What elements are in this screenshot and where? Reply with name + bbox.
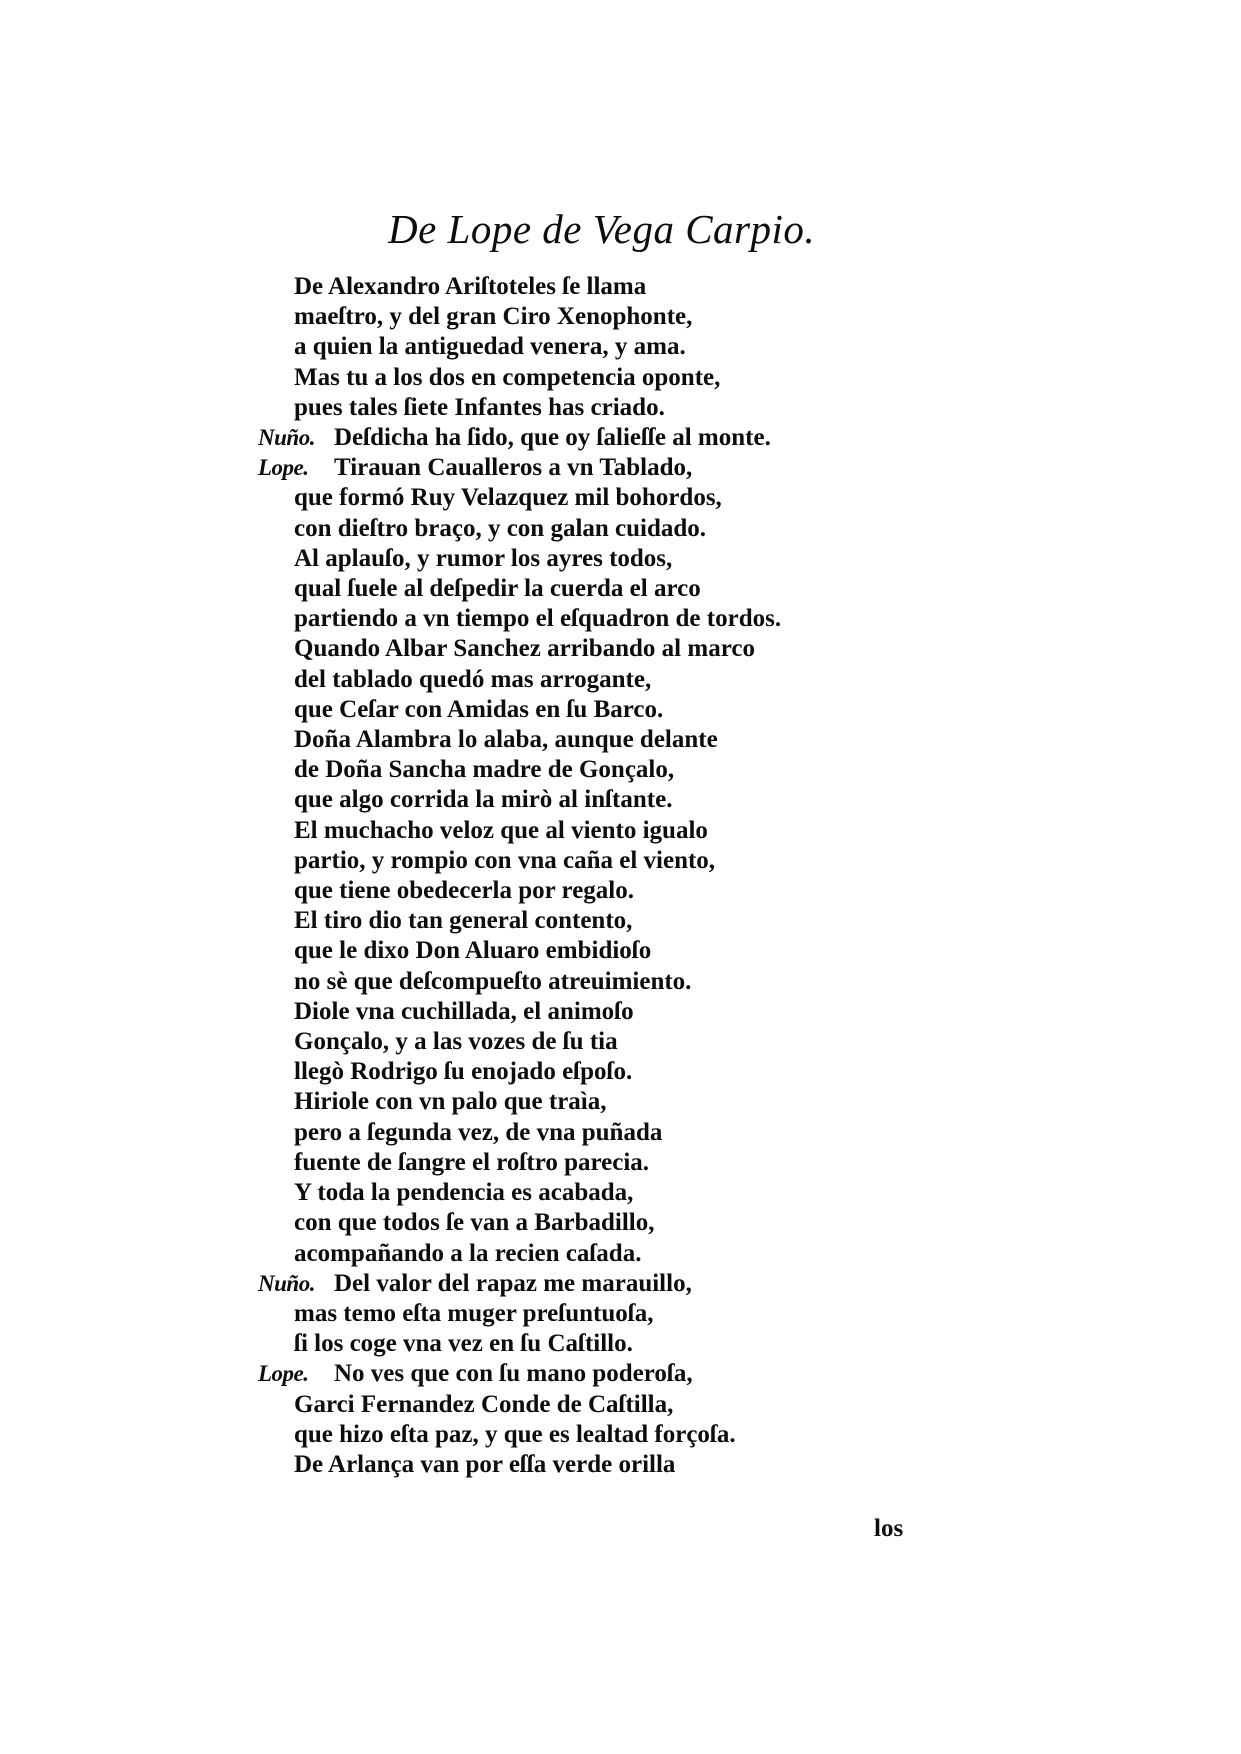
verse-line xyxy=(258,574,781,604)
verse-text: partio, y rompio con vna caña el viento, xyxy=(294,846,716,874)
verse-line xyxy=(258,755,781,785)
verse-text: de Doña Sancha madre de Gonçalo, xyxy=(294,756,675,784)
verse-text: acompañando a la recien caſada. xyxy=(294,1239,642,1267)
speaker-label: Lope. xyxy=(258,1361,309,1387)
speaker-label: Nuño. xyxy=(258,1270,315,1296)
verse-line xyxy=(258,785,781,815)
verse-text: ſi los coge vna vez en ſu Caſtillo. xyxy=(294,1330,633,1358)
verse-line xyxy=(258,1420,781,1450)
verse-text: que le dixo Don Aluaro embidioſo xyxy=(294,937,652,965)
verse-text: qual ſuele al deſpedir la cuerda el arco xyxy=(294,575,701,603)
verse-text: Quando Albar Sanchez arribando al marco xyxy=(294,635,755,663)
verse-text: que formó Ruy Velazquez mil bohordos, xyxy=(294,484,722,512)
verse-line xyxy=(258,1118,781,1148)
verse-text: partiendo a vn tiempo el eſquadron de tordos. xyxy=(294,605,782,633)
verse-text: que Ceſar con Amidas en ſu Barco. xyxy=(294,695,664,723)
verse-line xyxy=(258,302,781,332)
verse-line xyxy=(258,1208,781,1238)
verse-line xyxy=(258,846,781,876)
verse-text: El tiro dio tan general contento, xyxy=(294,907,633,935)
verse-line xyxy=(258,725,781,755)
verse-text: Mas tu a los dos en competencia oponte, xyxy=(294,363,721,391)
verse-text: De Alexandro Ariſtoteles ſe llama xyxy=(294,273,647,300)
verse-line xyxy=(258,1057,781,1087)
verse-line xyxy=(258,936,781,966)
verse-line xyxy=(258,544,781,574)
verse-text: Del valor del rapaz me marauillo, xyxy=(334,1269,692,1297)
verse-line xyxy=(258,1390,781,1420)
running-title: De Lope de Vega Carpio. xyxy=(388,206,816,252)
verse-line xyxy=(258,1178,781,1208)
verse-text: El muchacho veloz que al viento igualo xyxy=(294,816,708,844)
dialogue-line-with-speaker xyxy=(258,1269,781,1299)
verse-line xyxy=(258,665,781,695)
verse-line xyxy=(258,906,781,936)
verse-text: a quien la antiguedad venera, y ama. xyxy=(294,333,686,361)
verse-line xyxy=(258,816,781,846)
verse-text: no sè que deſcompueſto atreuimiento. xyxy=(294,967,692,995)
verse-line xyxy=(258,1027,781,1057)
verse-line xyxy=(258,332,781,362)
verse-text: Gonçalo, y a las vozes de ſu tia xyxy=(294,1028,618,1056)
verse-text: Diole vna cuchillada, el animoſo xyxy=(294,997,634,1025)
verse-line xyxy=(258,1299,781,1329)
verse-text: pues tales ſiete Infantes has criado. xyxy=(294,393,665,421)
verse-text: No ves que con ſu mano poderoſa, xyxy=(334,1360,693,1388)
verse-text: llegò Rodrigo ſu enojado eſpoſo. xyxy=(294,1058,633,1086)
verse-text: del tablado quedó mas arrogante, xyxy=(294,665,652,693)
dialogue-line-with-speaker xyxy=(258,1359,781,1389)
verse-text: Y toda la pendencia es acabada, xyxy=(294,1179,634,1207)
verse-text: maeſtro, y del gran Ciro Xenophonte, xyxy=(294,303,693,331)
verse-line xyxy=(258,483,781,513)
verse-text: que tiene obedecerla por regalo. xyxy=(294,877,634,905)
verse-text: con que todos ſe van a Barbadillo, xyxy=(294,1209,655,1237)
verse-line xyxy=(258,695,781,725)
catchword: los xyxy=(874,1515,904,1542)
verse-line xyxy=(258,634,781,664)
verse-text: que algo corrida la mirò al inſtante. xyxy=(294,786,673,814)
verse-text: mas temo eſta muger preſuntuoſa, xyxy=(294,1299,654,1327)
verse-line xyxy=(258,967,781,997)
verse-text: Deſdicha ha ſido, que oy ſalieſſe al monte. xyxy=(334,424,771,452)
verse-line xyxy=(258,604,781,634)
verse-text: De Arlança van por eſſa verde orilla xyxy=(294,1450,676,1478)
verse-line xyxy=(258,876,781,906)
verse-line xyxy=(258,997,781,1027)
verse-line xyxy=(258,1329,781,1359)
verse-block xyxy=(258,272,781,1480)
verse-line xyxy=(258,514,781,544)
dialogue-line-with-speaker xyxy=(258,423,781,453)
speaker-label: Lope. xyxy=(258,455,309,481)
verse-line xyxy=(258,1087,781,1117)
verse-text: con dieſtro braço, y con galan cuidado. xyxy=(294,514,707,542)
verse-text: Tirauan Caualleros a vn Tablado, xyxy=(334,454,693,482)
verse-line xyxy=(258,1450,781,1480)
verse-text: Doña Alambra lo alaba, aunque delante xyxy=(294,726,718,754)
verse-text: Al aplauſo, y rumor los ayres todos, xyxy=(294,544,673,572)
verse-line xyxy=(258,1148,781,1178)
verse-text: fuente de ſangre el roſtro parecia. xyxy=(294,1148,650,1176)
dialogue-line-with-speaker xyxy=(258,453,781,483)
verse-line xyxy=(258,393,781,423)
speaker-label: Nuño. xyxy=(258,425,315,451)
verse-line xyxy=(258,363,781,393)
verse-text: Hiriole con vn palo que traìa, xyxy=(294,1088,607,1116)
verse-text: pero a ſegunda vez, de vna puñada xyxy=(294,1118,663,1146)
verse-line xyxy=(258,272,781,302)
verse-line xyxy=(258,1239,781,1269)
verse-text: Garci Fernandez Conde de Caſtilla, xyxy=(294,1390,674,1418)
verse-text: que hizo eſta paz, y que es lealtad forçoſa. xyxy=(294,1420,736,1448)
